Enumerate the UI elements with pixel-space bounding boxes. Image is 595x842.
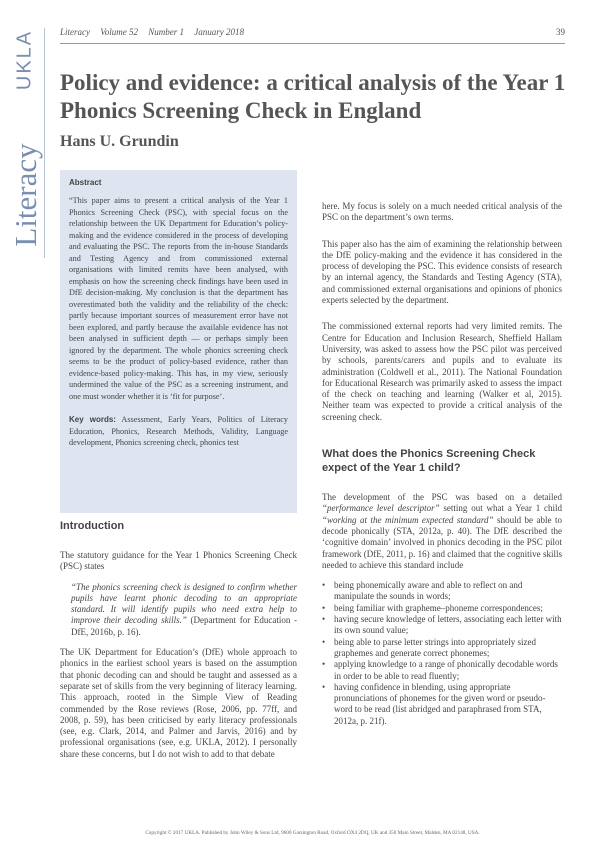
p4-text-b: setting out what a Year 1 child — [439, 503, 562, 514]
list-item: • being able to parse letter strings into appropriately sized graphemes and generate correct phonemes; — [322, 637, 562, 660]
right-paragraph-4 — [322, 492, 562, 571]
p4-emphasis-2: “working at the minimum expected standard” — [322, 514, 494, 525]
header-volume: Volume 52 — [100, 27, 138, 37]
article-title: Policy and evidence: a critical analysis of the Year 1 Phonics Screening Check in England — [60, 70, 566, 123]
list-item: • having confidence in blending, using appropriate pronunciations of phonemes for the given word or pseudo-word to be read (list abridged and paraphrased from STA, 2012a, p. 21f). — [322, 682, 562, 727]
keywords-text: Assessment, Early Years, Politics of Literacy Education, Phonics, Research Methods, Validity, Language development, Phonics screening check, phonics test — [69, 415, 288, 447]
journal-sidebar — [0, 0, 50, 842]
keywords-label: Key words: — [69, 415, 116, 424]
block-quote — [60, 582, 297, 638]
introduction-heading: Introduction — [60, 520, 125, 532]
journal-name-text: Literacy — [8, 143, 43, 247]
header-number: Number 1 — [148, 27, 184, 37]
page-number: 39 — [556, 27, 565, 37]
quote-citation: (Department for Education - DfE, 2016b, p. 16). — [71, 615, 297, 637]
right-paragraph-2: This paper also has the aim of examining the relationship between the DfE policy-making and the evidence it has considered in the process of developing the PSC. This evidence consists of research by an internal agency, the Standards and Testing Agency (STA), and commissioned external organisations and opinions of phonics experts selected by the department. — [322, 238, 562, 306]
ukla-logo-text: UKLA — [13, 29, 36, 91]
abstract-text: “This paper aims to present a critical analysis of the Year 1 Phonics Screening Check (PSC), with special focus on the relationship between the UK Department for Education’s policy-making and the evidence considered in the process of developing and evaluating the PSC. The reports from the in-house Standards and Testing Agency and from commissioned external organisations with limited remits have been analysed, with emphasis on how the screening check findings have been used in DfE decision-making. My conclusion is that the department has overestimated both the validity and the reliability of the check: partly because important sources of measurement error have not been explored, and partly because the available evidence has not been analysed in sufficient depth — or perhaps simply been ignored by the department. The whole phonics screening check seems to be the product of policy-based evidence, rather than evidence-based policy-making. This has, in my view, seriously undermined the value of the PSC as a screening instrument, and one must wonder whether it is ‘fit for purpose’. — [69, 196, 288, 401]
ukla-logo — [10, 30, 40, 90]
keywords — [69, 414, 288, 449]
running-header — [60, 27, 252, 37]
p4-emphasis-1: “performance level descriptor” — [322, 503, 440, 514]
intro-paragraph-1: The statutory guidance for the Year 1 Phonics Screening Check (PSC) states — [60, 550, 297, 572]
abstract-box — [60, 170, 297, 513]
article-author: Hans U. Grundin — [60, 133, 179, 150]
header-rule — [60, 43, 565, 44]
p4-text-a: The development of the PSC was based on a detailed — [322, 492, 562, 503]
p4-text-c: should be able to decode phonically (STA, 2012a, p. 40). The DfE described the ‘cognitive domain’ involved in phonics decoding in the PSC pilot framework (DfE, 2011, p. 16) and claimed that the cognitive skills needed to achieve this standard include — [322, 514, 562, 570]
list-item: • applying knowledge to a range of phonically decodable words in order to be able to read fluently; — [322, 659, 562, 682]
list-item: • being phonemically aware and able to reflect on and manipulate the sounds in words; — [322, 580, 562, 603]
list-item: • having secure knowledge of letters, associating each letter with its own sound value; — [322, 614, 562, 637]
right-column — [322, 201, 562, 727]
intro-paragraph-2: The UK Department for Education’s (DfE) whole approach to phonics in the earliest school years is based on the assumption that phonic decoding can and should be taught and assessed as a separate set of skills from the very beginning of literacy learning. This approach, rooted in the Simple View of Reading commended by the Rose reviews (Rose, 2006, pp. 77ff, and 2008, p. 59), has been criticised by early literacy professionals (see, e.g. Clark, 2014, and Palmer and Jarvis, 2016) and by professional organisations (see, e.g. UKLA, 2012). I personally share these concerns, but I do not wish to add to that debate — [60, 647, 297, 759]
left-column — [60, 519, 297, 769]
skills-list — [322, 580, 562, 727]
right-paragraph-1: here. My focus is solely on a much needed critical analysis of the PSC on the department’s own terms. — [322, 201, 562, 223]
header-date: January 2018 — [194, 27, 244, 37]
abstract-heading: Abstract — [69, 178, 102, 187]
journal-name-vertical — [6, 140, 46, 250]
header-journal: Literacy — [60, 27, 90, 37]
list-item: • being familiar with grapheme–phoneme correspondences; — [322, 603, 562, 614]
right-paragraph-3: The commissioned external reports had very limited remits. The Centre for Education and Inclusion Research, Sheffield Hallam University, was asked to assess how the PSC pilot was perceived by schools, parents/carers and pupils and to evaluate its administration (Coldwell et al., 2011). The National Foundation for Educational Research was primarily asked to assess the impact of the check on teaching and learning (Walker et al, 2015). Neither team was expected to provide a critical analysis of the screening check. — [322, 321, 562, 422]
copyright-footer: Copyright © 2017 UKLA. Published by John Wiley & Sons Ltd, 9600 Garsington Road, Oxford OX4 2DQ, UK and 350 Main Street, Malden, MA 02148, USA. — [145, 830, 480, 836]
quote-text: “The phonics screening check is designed to confirm whether pupils have learnt phonic decoding to an appropriate standard. It will identify pupils who need extra help to improve their decoding skills.” — [71, 581, 297, 626]
section-heading: What does the Phonics Screening Check expect of the Year 1 child? — [322, 448, 536, 475]
